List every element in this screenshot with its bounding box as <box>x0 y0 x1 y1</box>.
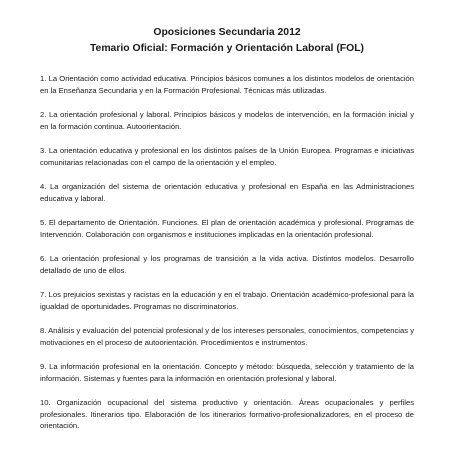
topic-item-2: 2. La orientación profesional y laboral. Principios básicos y modelos de intervención, en la formación inicial y en la formación continua. Autoorientación. <box>40 110 414 131</box>
topic-item-6: 6. La orientación profesional y los programas de transición a la vida activa. Distintos modelos. Desarrollo detallado de uno de ellos. <box>40 254 414 275</box>
topic-item-4: 4. La organización del sistema de orientación educativa y profesional en España en las Administraciones educativa y laboral. <box>40 182 414 203</box>
document-title: Oposiciones Secundaria 2012 <box>153 27 301 38</box>
topic-list <box>40 73 414 432</box>
topic-item-1: 1. La Orientación como actividad educativa. Principios básicos comunes a los distintos modelos de orientación en la Enseñanza Secundaria y en la Formación Profesional. Técnicas más utilizadas. <box>40 74 414 95</box>
topic-item-8: 8. Análisis y evaluación del potencial profesional y de los intereses personales, conocimientos, competencias y motivaciones en el proceso de autoorientación. Procedimientos e instrumentos. <box>40 326 414 347</box>
topic-item-7: 7. Los prejuicios sexistas y racistas en la educación y en el trabajo. Orientación académico-profesional para la igualdad de oportunidades. Programas no discriminatorios. <box>40 290 414 311</box>
topic-item-9: 9. La información profesional en la orientación. Concepto y método: búsqueda, selección y tratamiento de la información. Sistemas y fuentes para la información en orientación profesional y laboral. <box>40 362 414 383</box>
topic-item-5: 5. El departamento de Orientación. Funciones. El plan de orientación académica y profesional. Programas de Intervención. Colaboración con organismos e instituciones implicadas en la orientación profesional. <box>40 218 414 239</box>
topic-item-10: 10. Organización ocupacional del sistema productivo y orientación. Áreas ocupacionales y perfiles profesionales. Itinerarios tipo. Elaboración de los itinerarios formativo-profesionalizadores, en el proceso de orientación. <box>40 398 414 430</box>
topic-item-3: 3. La orientación educativa y profesional en los distintos países de la Unión Europea. Programas e iniciativas comunitarias relacionadas con el campo de la orientación y el empleo. <box>40 146 414 167</box>
document-subtitle: Temario Oficial: Formación y Orientación Laboral (FOL) <box>89 43 365 54</box>
